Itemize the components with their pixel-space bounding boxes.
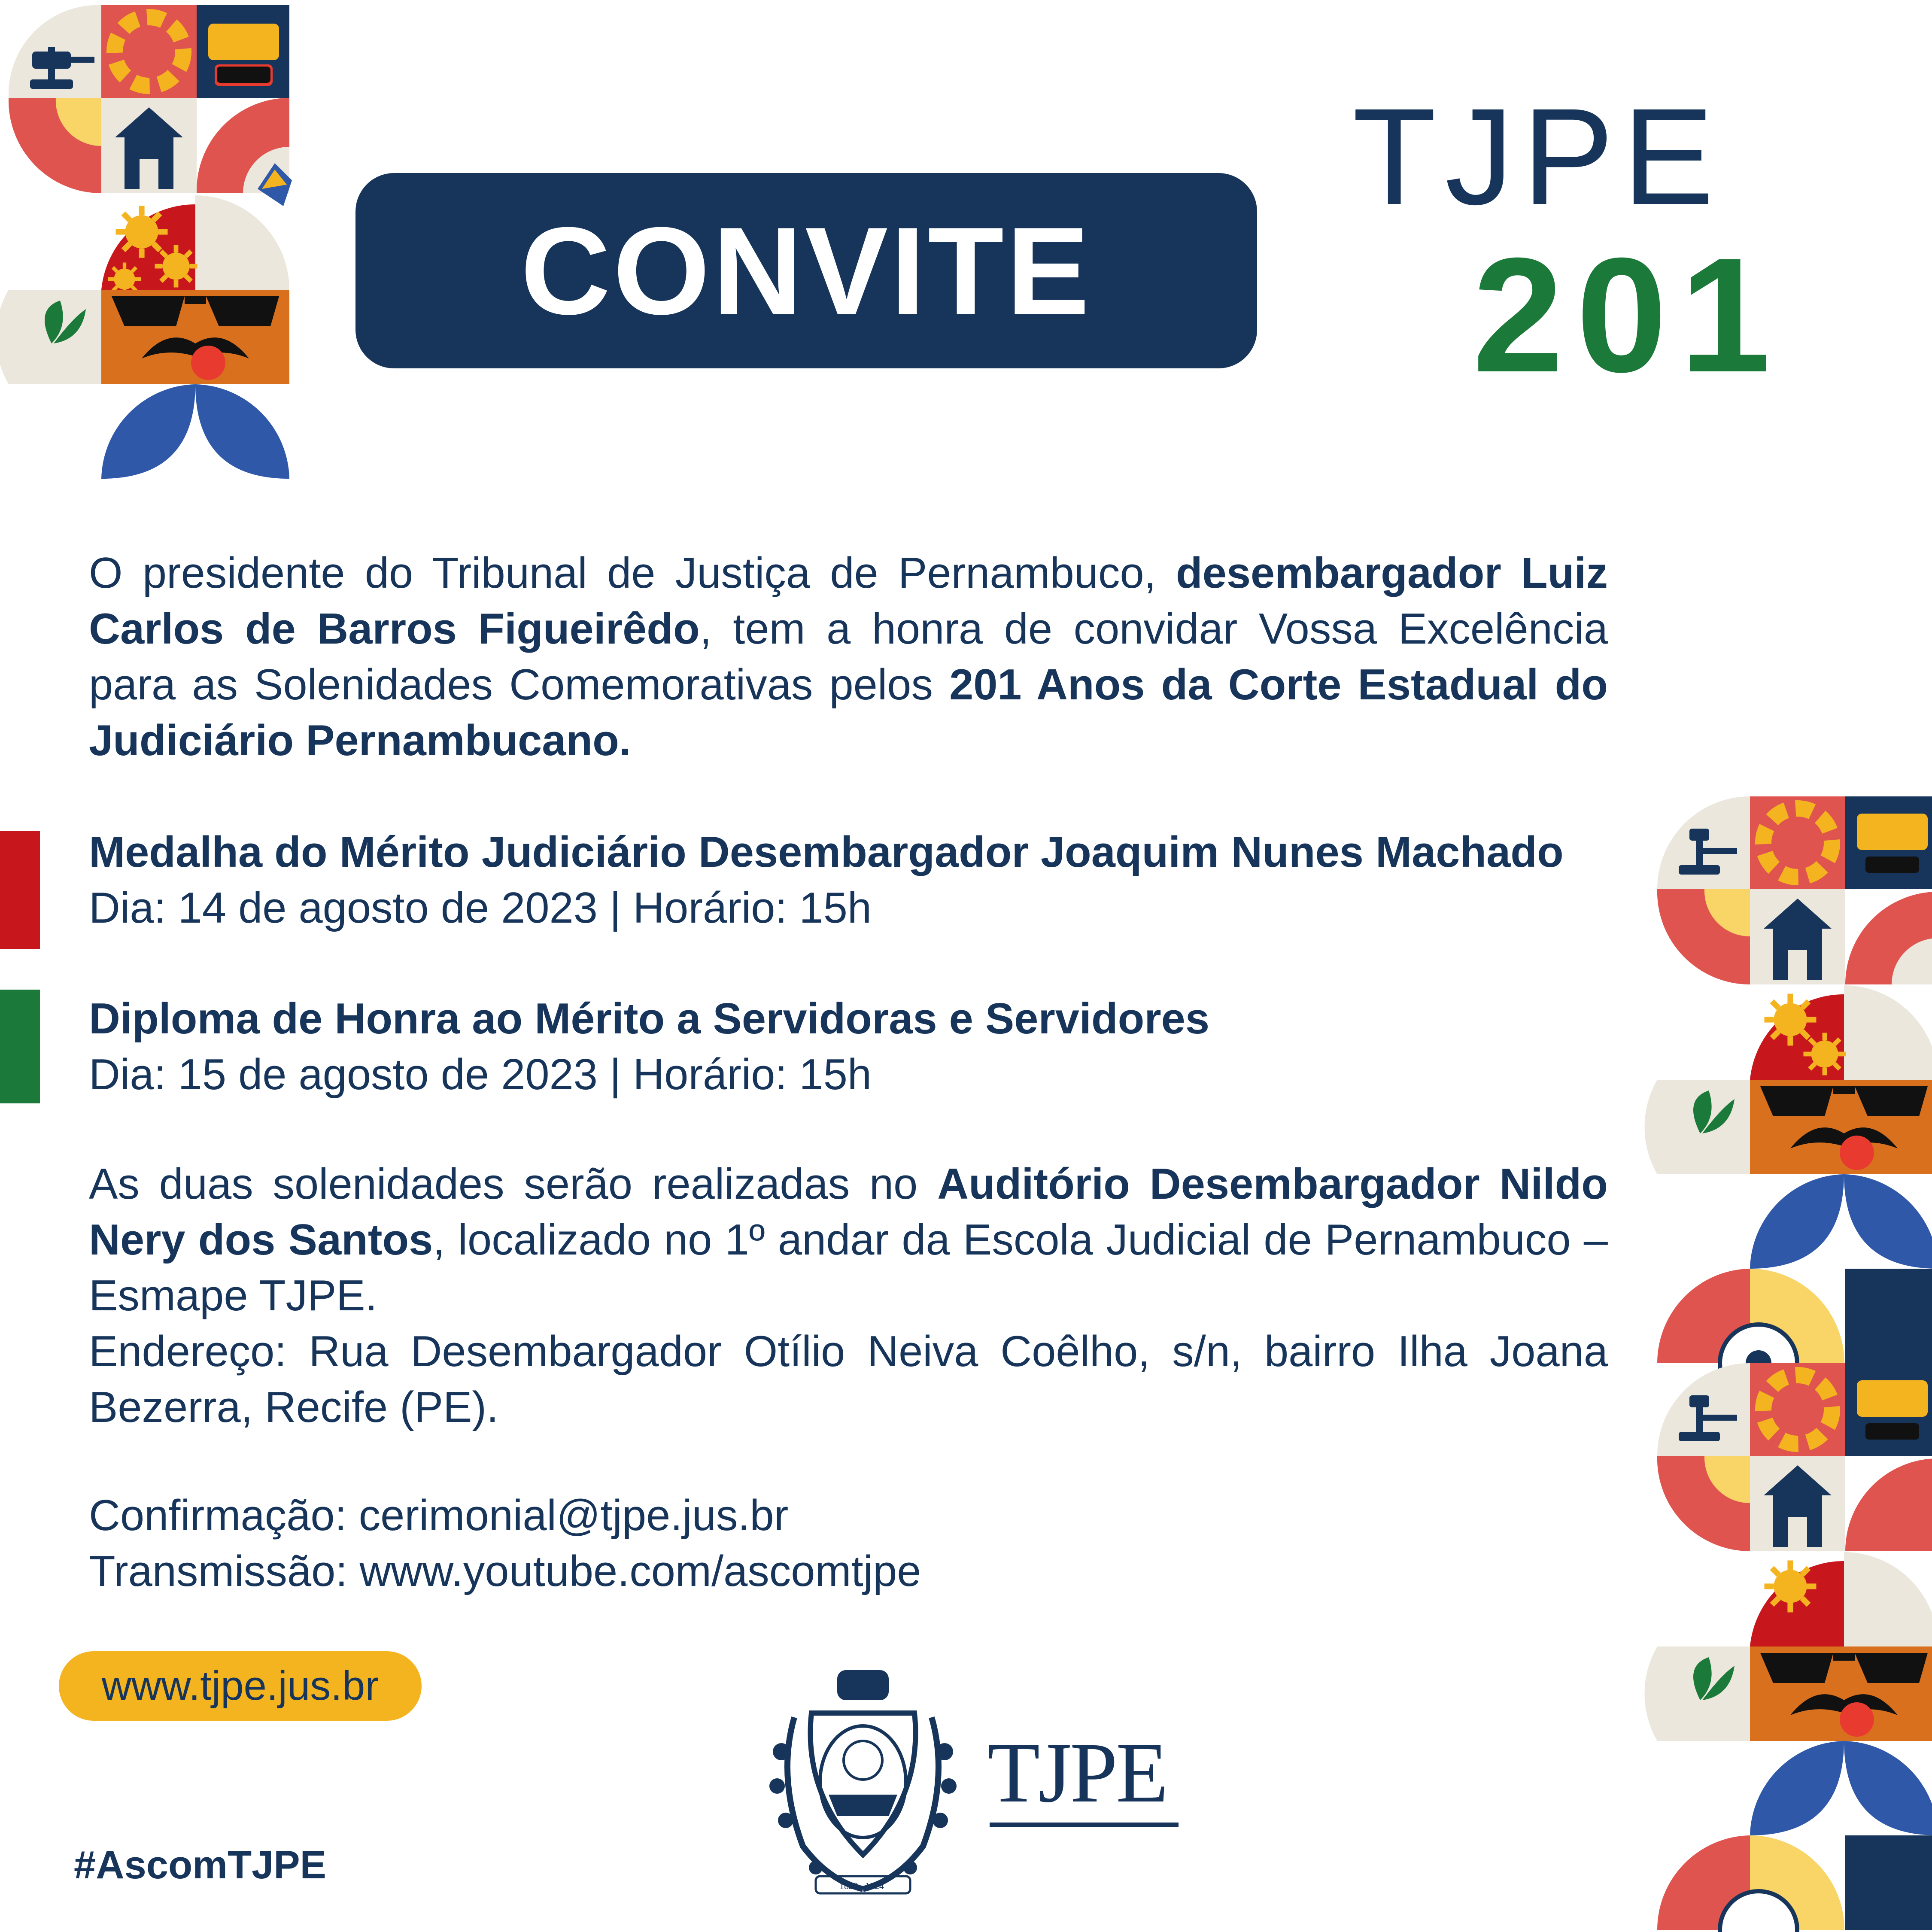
venue-paragraph: As duas solenidades serão realizadas no Auditório Desembargador Nildo Nery dos Santos, localizado no 1º andar da Escola Judicial de Pernambuco – Esmape TJPE. Endereço: Rua Desembargador Otílio Neiva Coêlho, s/n, bairro Ilha Joana Bezerra, Recife (PE). — [89, 1156, 1608, 1435]
event-2-title: Diploma de Honra ao Mérito a Servidoras e Servidores — [89, 995, 1210, 1043]
venue-address: Endereço: Rua Desembargador Otílio Neiva Coêlho, s/n, bairro Ilha Joana Bezerra, Recife (PE). — [89, 1327, 1608, 1431]
event-2 — [89, 991, 1608, 1103]
seal-year-1: 1822 — [839, 1880, 858, 1891]
tjpe-seal-icon — [751, 1666, 975, 1898]
event-1 — [89, 824, 1608, 936]
event-2-accent-bar — [0, 990, 40, 1103]
page-title: CONVITE — [520, 201, 1092, 340]
tjpe-201-logo — [1352, 88, 1859, 384]
intro-paragraph: O presidente do Tribunal de Justiça de Pernambuco, desembargador Luiz Carlos de Barros Figueirêdo, tem a honra de convidar Vossa Excelência para as Solenidades Comemorativas pelos 201 Anos da Corte Estadual do Judiciário Pernambucano. — [89, 549, 1608, 765]
logo-number-text: 201 — [1473, 224, 1784, 384]
seal-wordmark-underline — [990, 1823, 1179, 1827]
seal-year-2: 1824 — [865, 1880, 884, 1891]
event-1-title: Medalha do Mérito Judiciário Desembargador Joaquim Nunes Machado — [89, 828, 1564, 876]
logo-tjpe-text: TJPE — [1352, 88, 1723, 233]
seal-wordmark: TJPE — [987, 1725, 1167, 1820]
website-link[interactable]: www.tjpe.jus.br — [59, 1651, 422, 1721]
stream-link[interactable]: Transmissão: www.youtube.com/ascomtjpe — [89, 1547, 921, 1595]
contact-block — [89, 1488, 1608, 1599]
confirmation-email[interactable]: Confirmação: cerimonial@tjpe.jus.br — [89, 1492, 789, 1540]
title-banner — [355, 173, 1257, 368]
hashtag: #AscomTJPE — [74, 1843, 327, 1887]
event-2-date: Dia: 15 de agosto de 2023 | Horário: 15h — [89, 1051, 872, 1099]
event-1-accent-bar — [0, 831, 40, 949]
event-1-date: Dia: 14 de agosto de 2023 | Horário: 15h — [89, 884, 872, 932]
